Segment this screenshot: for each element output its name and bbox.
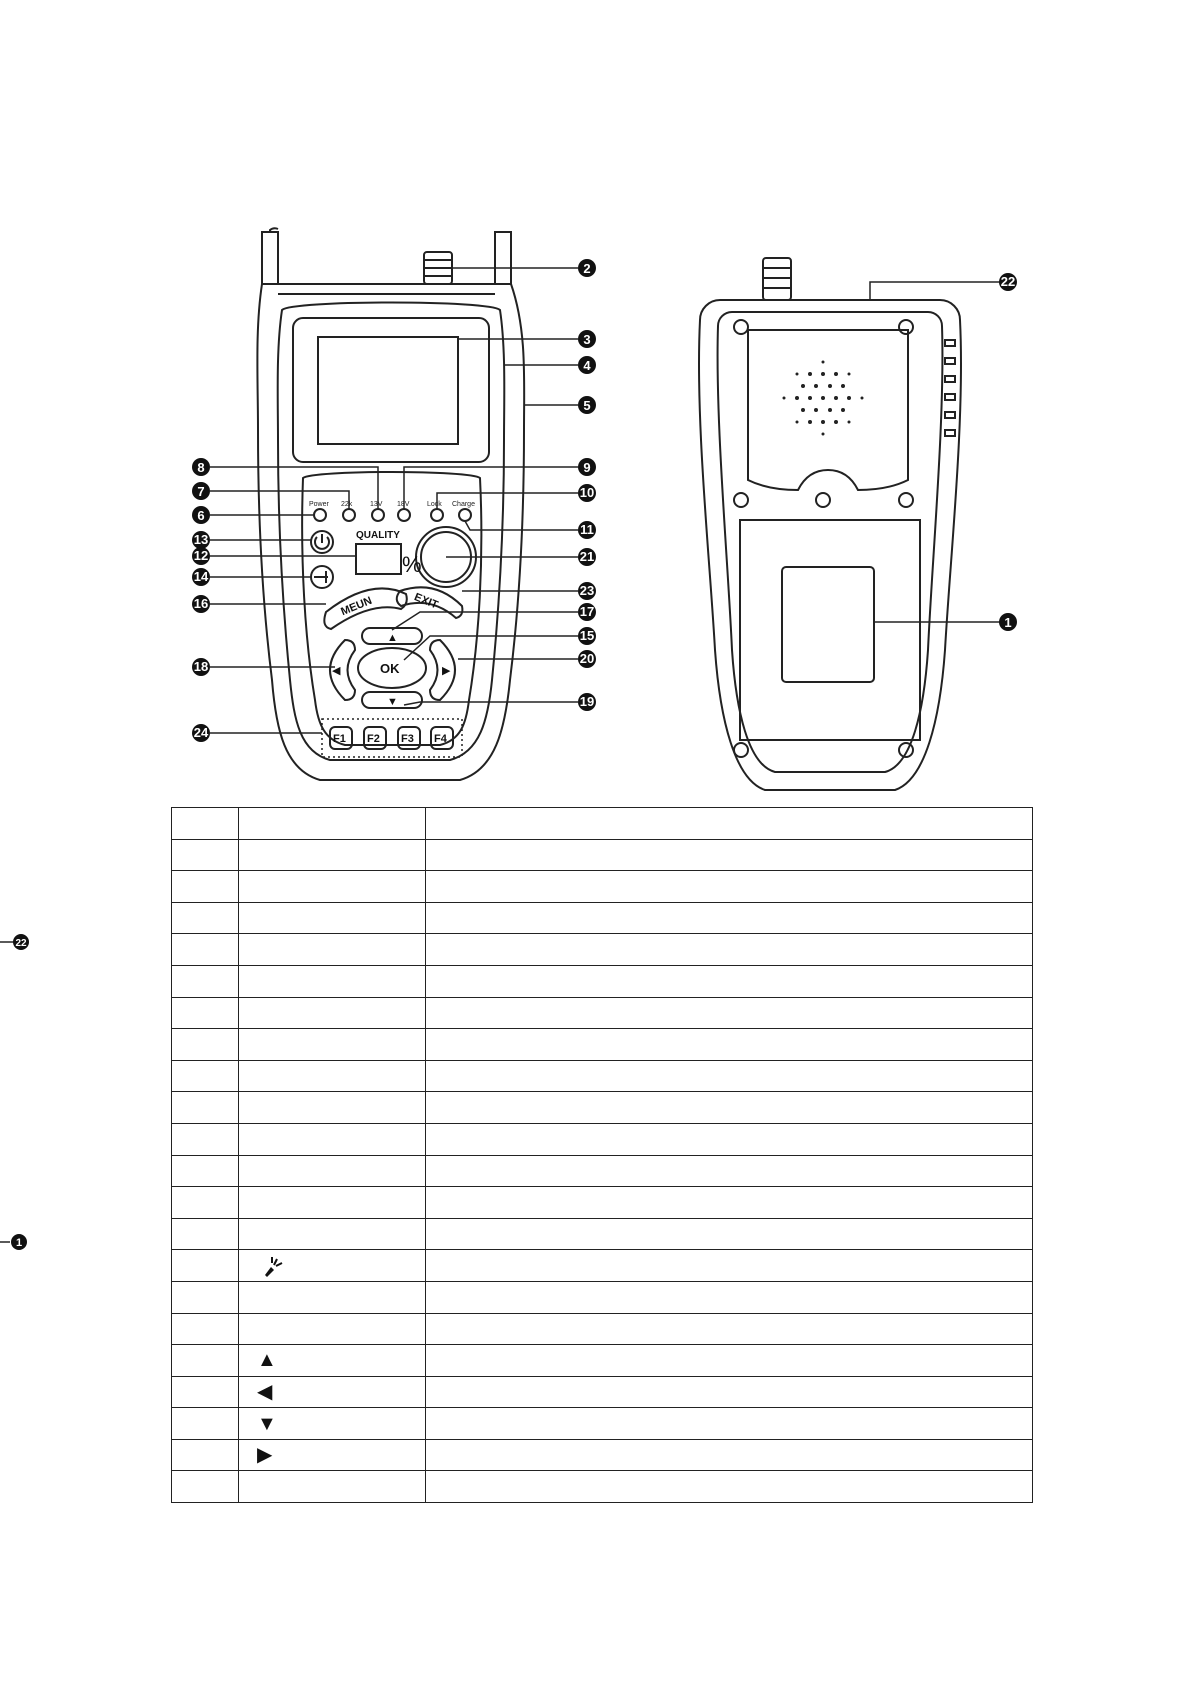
table-cell: [172, 1155, 239, 1187]
svg-text:4: 4: [583, 358, 591, 373]
table-cell: [172, 808, 239, 840]
table-cell: [239, 997, 426, 1029]
table-row: [172, 1187, 1033, 1219]
table-cell: [239, 1313, 426, 1345]
svg-text:15: 15: [579, 628, 595, 643]
table-cell: [172, 934, 239, 966]
edge-callout-22: [0, 932, 30, 952]
table-row: [172, 1281, 1033, 1313]
edge-callout-1: [0, 1232, 30, 1252]
table-cell: [426, 839, 1033, 871]
table-cell: [172, 1345, 239, 1377]
svg-text:23: 23: [579, 583, 595, 598]
table-row: [172, 1313, 1033, 1345]
svg-text:20: 20: [579, 651, 595, 666]
table-cell: [426, 1250, 1033, 1282]
table-cell: [426, 1123, 1033, 1155]
callout-3: [578, 330, 596, 348]
exit-button-label: EXIT: [412, 591, 440, 612]
svg-text:21: 21: [579, 549, 595, 564]
svg-text:11: 11: [580, 522, 594, 537]
table-row: [172, 965, 1033, 997]
callout-22: [999, 273, 1017, 291]
table-cell: [239, 1408, 426, 1440]
svg-text:19: 19: [579, 694, 595, 709]
table-cell: [426, 965, 1033, 997]
svg-text:3: 3: [583, 332, 591, 347]
svg-text:13: 13: [193, 532, 209, 547]
table-cell: [426, 997, 1033, 1029]
table-cell: [172, 1060, 239, 1092]
svg-text:1: 1: [1004, 615, 1012, 630]
table-row: [172, 1155, 1033, 1187]
table-row: [172, 1250, 1033, 1282]
led-4-label: 18V: [397, 501, 410, 508]
table-row: [172, 1092, 1033, 1124]
callout-14: [192, 568, 210, 586]
down-arrow-icon: ▼: [387, 696, 398, 708]
table-cell: [172, 1408, 239, 1440]
table-row: [172, 1218, 1033, 1250]
svg-text:18: 18: [193, 659, 209, 674]
left-arrow-icon: ◀: [332, 665, 341, 677]
table-cell: [239, 934, 426, 966]
table-cell: [239, 871, 426, 903]
table-row: [172, 1408, 1033, 1440]
table-cell: [172, 839, 239, 871]
table-cell: [172, 1218, 239, 1250]
table-cell: [239, 1345, 426, 1377]
callout-8: [192, 458, 210, 476]
table-cell: [172, 871, 239, 903]
svg-text:1: 1: [15, 1237, 23, 1249]
charge-label: Charge: [452, 501, 475, 508]
svg-text:16: 16: [193, 596, 209, 611]
table-row: [172, 1439, 1033, 1471]
table-cell: [426, 1408, 1033, 1440]
table-cell: [172, 1029, 239, 1061]
table-row: [172, 902, 1033, 934]
percent-sign: %: [402, 552, 422, 577]
svg-text:22: 22: [15, 938, 27, 949]
table-cell: [426, 1218, 1033, 1250]
table-cell: [426, 808, 1033, 840]
table-cell: [239, 1281, 426, 1313]
table-cell: [172, 1376, 239, 1408]
ok-button-label: OK: [380, 661, 400, 676]
table-cell: [426, 1187, 1033, 1219]
svg-text:10: 10: [579, 485, 595, 500]
svg-text:9: 9: [583, 460, 591, 475]
svg-text:6: 6: [197, 508, 205, 523]
table-cell: [426, 934, 1033, 966]
table-cell: [426, 1281, 1033, 1313]
table-cell: [239, 1376, 426, 1408]
callout-18: [192, 658, 210, 676]
table-cell: [172, 1187, 239, 1219]
table-cell: [239, 839, 426, 871]
callout-4: [578, 356, 596, 374]
table-cell: [172, 1281, 239, 1313]
table-cell: [239, 1187, 426, 1219]
table-row: [172, 839, 1033, 871]
svg-text:2: 2: [583, 261, 591, 276]
callout-15: [578, 627, 596, 645]
callout-23: [578, 582, 596, 600]
f2-key-label: F2: [367, 733, 380, 745]
f4-key-label: F4: [434, 733, 447, 745]
quality-label: QUALITY: [356, 530, 400, 541]
table-cell: [239, 1123, 426, 1155]
table-cell: [239, 1439, 426, 1471]
svg-text:22: 22: [1000, 274, 1016, 289]
table-row: [172, 1471, 1033, 1503]
svg-text:8: 8: [197, 460, 205, 475]
callout-21: [578, 548, 596, 566]
speaker-grille: [783, 361, 864, 436]
svg-text:5: 5: [583, 398, 591, 413]
table-cell: [172, 1250, 239, 1282]
power-label: Power: [309, 501, 329, 508]
table-cell: [239, 965, 426, 997]
callout-10: [578, 484, 596, 502]
callout-17: [578, 603, 596, 621]
table-cell: [172, 1123, 239, 1155]
table-row: [172, 1345, 1033, 1377]
table-cell: [172, 1471, 239, 1503]
table-cell: [426, 1376, 1033, 1408]
table-cell: [426, 902, 1033, 934]
table-row: [172, 1123, 1033, 1155]
table-cell: [172, 965, 239, 997]
callout-13: [192, 531, 210, 549]
svg-text:12: 12: [193, 548, 209, 563]
table-cell: [172, 902, 239, 934]
table-cell: [426, 1155, 1033, 1187]
svg-text:14: 14: [193, 569, 209, 584]
lock-label: Lock: [427, 501, 442, 508]
table-row: [172, 1029, 1033, 1061]
table-cell: [426, 1092, 1033, 1124]
table-cell: [172, 997, 239, 1029]
menu-button-label: MEUN: [339, 594, 374, 619]
table-cell: [426, 1471, 1033, 1503]
flashlight-icon: [259, 1253, 285, 1279]
arrow-icon: ◀: [257, 1380, 273, 1403]
table-cell: [172, 1313, 239, 1345]
table-cell: [239, 1155, 426, 1187]
table-cell: [426, 1439, 1033, 1471]
callout-9: [578, 458, 596, 476]
table-row: [172, 808, 1033, 840]
table-row: [172, 934, 1033, 966]
f3-key-label: F3: [401, 733, 414, 745]
table-cell: [426, 871, 1033, 903]
svg-text:17: 17: [579, 604, 595, 619]
arrow-icon: ▶: [257, 1444, 273, 1467]
callout-2: [578, 259, 596, 277]
table-cell: [239, 1471, 426, 1503]
key-description-table: [171, 807, 1033, 1503]
device-diagram: [0, 0, 1191, 800]
f1-key-label: F1: [333, 733, 346, 745]
svg-text:24: 24: [193, 725, 209, 740]
table-cell: [239, 1060, 426, 1092]
table-cell: [239, 1218, 426, 1250]
table-cell: [426, 1029, 1033, 1061]
table-cell: [426, 1060, 1033, 1092]
led-3-label: 13V: [370, 501, 383, 508]
right-arrow-icon: ▶: [442, 665, 451, 677]
table-row: [172, 1376, 1033, 1408]
arrow-icon: ▼: [257, 1412, 277, 1435]
callout-20: [578, 650, 596, 668]
svg-text:7: 7: [197, 484, 205, 499]
callout-24: [192, 724, 210, 742]
table-row: [172, 871, 1033, 903]
table-cell: [239, 808, 426, 840]
callout-11: [578, 521, 596, 539]
table-cell: [239, 1092, 426, 1124]
callout-6: [192, 506, 210, 524]
callout-16: [192, 595, 210, 613]
callout-5: [578, 396, 596, 414]
up-arrow-icon: ▲: [387, 632, 398, 644]
callout-12: [192, 547, 210, 565]
table-cell: [426, 1345, 1033, 1377]
table-cell: [426, 1313, 1033, 1345]
table-row: [172, 997, 1033, 1029]
callout-7: [192, 482, 210, 500]
callout-1: [999, 613, 1017, 631]
table-cell: [239, 902, 426, 934]
table-cell: [239, 1250, 426, 1282]
table-cell: [172, 1439, 239, 1471]
table-cell: [172, 1092, 239, 1124]
led-2-label: 22k: [341, 501, 353, 508]
arrow-icon: ▲: [257, 1349, 277, 1372]
callout-19: [578, 693, 596, 711]
back-view: [699, 258, 961, 790]
table-row: [172, 1060, 1033, 1092]
table-cell: [239, 1029, 426, 1061]
